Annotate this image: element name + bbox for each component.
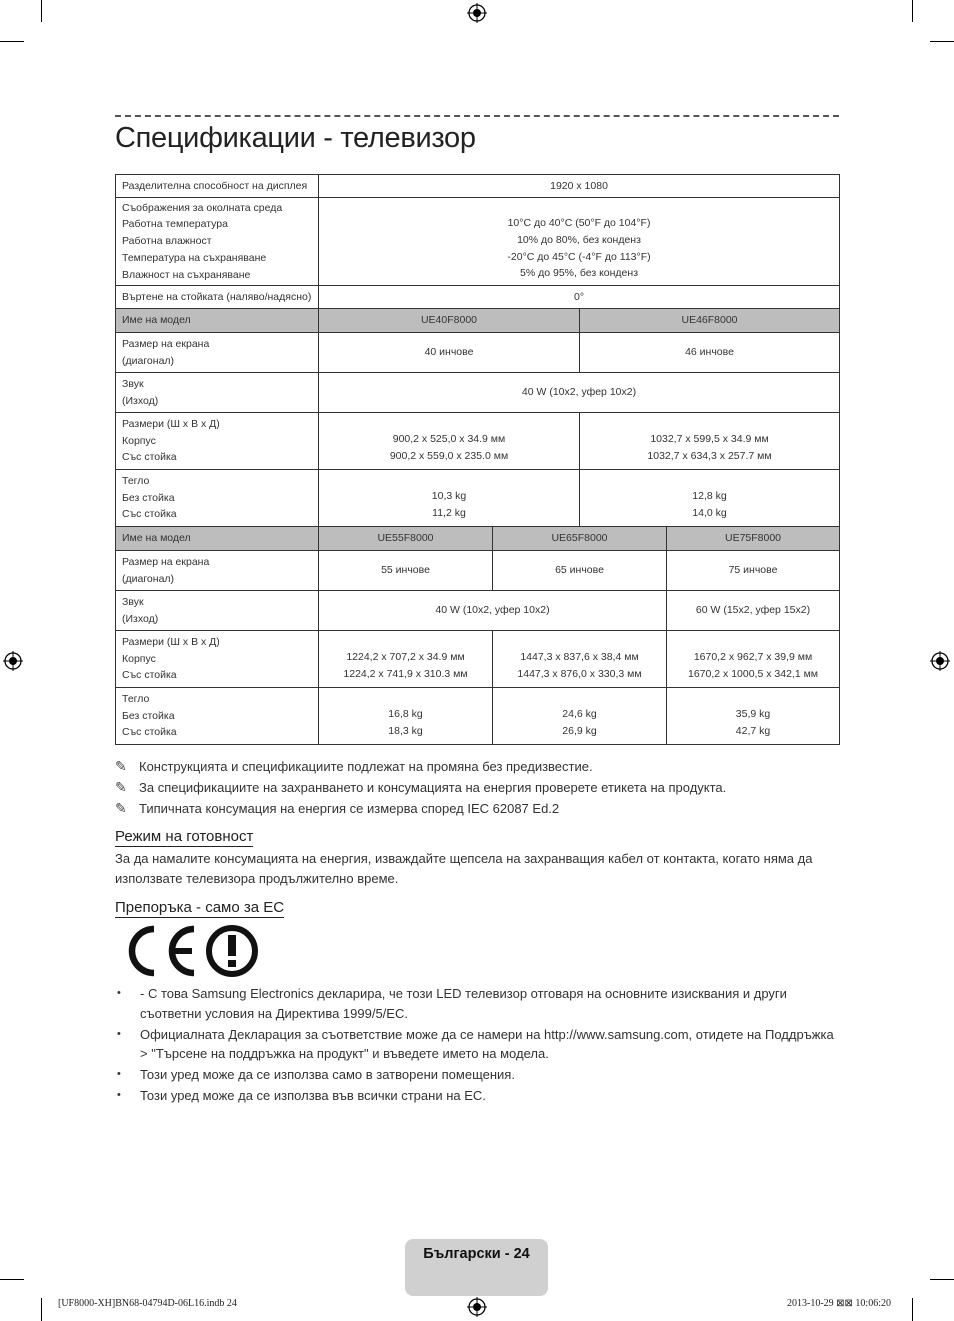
spec-label — [116, 631, 319, 688]
spec-value-line: 1920 x 1080 — [550, 179, 608, 192]
spec-row — [116, 175, 840, 198]
crop-mark — [930, 41, 954, 42]
spec-value-line: 60 W (15x2, уфер 15x2) — [695, 604, 811, 617]
bullet-item — [115, 1025, 835, 1064]
spec-value-line: -20°C до 45°C (-4°F до 113°F) — [507, 250, 651, 263]
footer-file-info: [UF8000-XH]BN68-04794D-06L16.indb 24 — [58, 1298, 237, 1309]
spec-value — [319, 373, 840, 413]
standby-text: За да намалите консумацията на енергия, изваждайте щепсела на захранващия кабел от контакта, когато няма да използвате телевизора продължително време. — [115, 851, 813, 886]
spec-label — [116, 333, 319, 373]
spec-value — [493, 527, 667, 551]
alert-circle-icon — [205, 924, 259, 978]
registration-mark-icon — [467, 1297, 487, 1317]
spec-value-line: 1032,7 x 599,5 x 34.9 мм — [650, 433, 769, 446]
spec-label-line: Със стойка — [122, 726, 177, 739]
spec-label-line: (Изход) — [122, 612, 159, 625]
page-number: Български - 24 — [423, 1246, 530, 1262]
spec-value-line: UE65F8000 — [551, 532, 608, 545]
bullet-item — [115, 984, 835, 1023]
spec-label — [116, 198, 319, 286]
pencil-note-icon: ✎ — [115, 800, 127, 816]
spec-label — [116, 551, 319, 591]
spec-label-line: Звук — [122, 377, 144, 390]
pencil-note-icon: ✎ — [115, 758, 127, 774]
registration-mark-icon — [467, 3, 487, 23]
crop-mark — [0, 1279, 24, 1280]
bullet-text: - С това Samsung Electronics декларира, че този LED телевизор отговаря на основните изисквания и други съответни условия на Директива 1999/5/ЕС. — [140, 986, 787, 1021]
spec-value — [580, 413, 840, 470]
spec-row — [116, 373, 840, 413]
spec-label-line: Тегло — [122, 474, 150, 487]
spec-value — [319, 175, 840, 198]
spec-label-line: Работна температура — [122, 218, 228, 231]
note-item — [115, 777, 855, 798]
spec-label-line: (Изход) — [122, 394, 159, 407]
spec-value-line: 75 инчове — [728, 564, 778, 577]
spec-value-line: 1670,2 x 1000,5 x 342,1 мм — [688, 668, 819, 680]
spec-value-line: 24,6 kg — [562, 708, 597, 721]
spec-row — [116, 470, 840, 527]
spec-value — [580, 333, 840, 373]
registration-mark-icon — [930, 651, 950, 671]
spec-value-line: 1447,3 x 876,0 x 330,3 мм — [517, 668, 642, 680]
bullet-text: Този уред може да се използва само в затворени помещения. — [140, 1067, 515, 1082]
spec-value-line: 900,2 x 559,0 x 235.0 мм — [389, 450, 509, 462]
spec-value-line: 5% до 95%, без конденз — [520, 267, 639, 280]
spec-value-line: 0° — [573, 290, 585, 303]
note-text: За спецификациите на захранването и консумацията на енергия проверете етикета на продукта. — [139, 780, 727, 795]
spec-label-line: Разделителна способност на дисплея — [122, 179, 308, 192]
spec-label-line: Със стойка — [122, 669, 177, 682]
spec-value-line: 12,8 kg — [692, 490, 727, 503]
spec-value — [319, 688, 493, 745]
spec-row — [116, 551, 840, 591]
spec-value-line: 18,3 kg — [388, 725, 423, 737]
spec-value — [667, 527, 840, 551]
spec-value — [667, 631, 840, 688]
spec-label — [116, 591, 319, 631]
note-item — [115, 756, 855, 777]
bullet-dot-icon: • — [117, 1068, 121, 1080]
spec-label-line: Без стойка — [122, 709, 175, 722]
spec-value — [319, 413, 580, 470]
spec-value — [580, 470, 840, 527]
spec-value — [667, 551, 840, 591]
spec-label-line: (диагонал) — [122, 354, 175, 367]
spec-label-line: Работна влажност — [122, 235, 212, 248]
bullet-text: Официалната Декларация за съответствие може да се намери на http://www.samsung.com, отидете на Поддръжка > "Търсене на поддръжка на продукт" и въведете името на модела. — [140, 1026, 834, 1061]
ce-mark-icon — [115, 924, 205, 978]
spec-value — [319, 551, 493, 591]
spec-row — [116, 286, 840, 309]
spec-label-line: Температура на съхраняване — [122, 251, 267, 264]
spec-label-line: Със стойка — [122, 451, 177, 464]
spec-value-line: 10°C до 40°C (50°F до 104°F) — [507, 216, 651, 229]
spec-value-line: 55 инчове — [381, 564, 430, 577]
spec-value — [319, 309, 580, 333]
spec-row — [116, 333, 840, 373]
pencil-note-icon: ✎ — [115, 779, 127, 795]
spec-label-line: Корпус — [122, 434, 156, 447]
spec-label-line: Име на модел — [122, 314, 191, 327]
spec-label-line: Звук — [122, 595, 144, 608]
spec-value — [493, 551, 667, 591]
spec-value-line: 40 W (10x2, уфер 10x2) — [435, 604, 550, 617]
crop-mark — [41, 0, 42, 22]
spec-label — [116, 527, 319, 551]
model-header-row — [116, 527, 840, 551]
spec-value-line: 11,2 kg — [432, 507, 466, 519]
spec-value — [319, 286, 840, 309]
crop-mark — [930, 1279, 954, 1280]
spec-value-line: 46 инчове — [685, 346, 734, 359]
standby-heading: Режим на готовност — [115, 828, 254, 845]
spec-label-line: (диагонал) — [122, 572, 175, 585]
bullet-dot-icon: • — [117, 1089, 121, 1101]
spec-value-line: 1032,7 x 634,3 x 257.7 мм — [647, 450, 772, 462]
spec-label — [116, 470, 319, 527]
spec-value-line: 1224,2 x 707,2 x 34.9 мм — [346, 651, 465, 664]
spec-value — [319, 527, 493, 551]
notes-list — [115, 756, 855, 819]
bullet-text: Този уред може да се използва във всички страни на ЕС. — [140, 1088, 486, 1103]
page-title: Спецификации - телевизор — [115, 122, 476, 154]
spec-row — [116, 413, 840, 470]
spec-value-line: 14,0 kg — [692, 507, 727, 519]
spec-label-line: Със стойка — [122, 508, 177, 521]
note-text: Типичната консумация на енергия се измерва според IEC 62087 Ed.2 — [139, 801, 560, 816]
spec-value — [667, 688, 840, 745]
spec-value — [493, 631, 667, 688]
model-header-row — [116, 309, 840, 333]
compliance-marks — [115, 924, 259, 978]
bullet-item — [115, 1086, 835, 1106]
spec-value-line: 10% до 80%, без конденз — [517, 233, 641, 246]
spec-label-line: Съображения за околната среда — [122, 201, 283, 214]
bullet-dot-icon: • — [117, 1027, 121, 1040]
spec-value — [667, 591, 840, 631]
spec-value — [319, 198, 840, 286]
spec-value-line: UE40F8000 — [420, 314, 478, 327]
spec-value-line: 1670,2 x 962,7 x 39,9 мм — [693, 651, 813, 664]
note-text: Конструкцията и спецификациите подлежат на промяна без предизвестие. — [139, 759, 593, 774]
spec-value-line: 26,9 kg — [562, 725, 597, 737]
spec-value-line: UE75F8000 — [724, 532, 782, 545]
spec-value — [319, 631, 493, 688]
spec-value-line: 40 W (10x2, уфер 10x2) — [521, 386, 637, 399]
spec-value — [319, 333, 580, 373]
footer-timestamp: 2013-10-29 ⊠⊠ 10:06:20 — [787, 1298, 891, 1309]
spec-label — [116, 413, 319, 470]
spec-value-line: 900,2 x 525,0 x 34.9 мм — [392, 433, 506, 446]
title-rule — [115, 115, 839, 117]
spec-label — [116, 286, 319, 309]
spec-table — [115, 174, 840, 745]
spec-value-line: 40 инчове — [424, 346, 474, 359]
spec-label-line: Влажност на съхраняване — [122, 268, 251, 281]
spec-row — [116, 631, 840, 688]
spec-value-line: 1224,2 x 741,9 x 310.3 мм — [343, 668, 468, 680]
spec-label-line: Тегло — [122, 692, 150, 705]
spec-row — [116, 688, 840, 745]
spec-row — [116, 198, 840, 286]
spec-value-line: 42,7 kg — [735, 725, 771, 737]
spec-value — [580, 309, 840, 333]
crop-mark — [912, 1298, 913, 1321]
spec-label-line: Размер на екрана — [122, 337, 210, 350]
spec-label — [116, 175, 319, 198]
spec-value-line: UE55F8000 — [377, 532, 434, 545]
registration-mark-icon — [3, 651, 23, 671]
spec-value — [319, 470, 580, 527]
spec-value-line: UE46F8000 — [681, 314, 738, 327]
spec-label-line: Въртене на стойката (наляво/надясно) — [122, 290, 312, 303]
spec-label-line: Корпус — [122, 652, 156, 665]
bullet-dot-icon: • — [117, 987, 121, 999]
spec-value-line: 65 инчове — [555, 564, 604, 577]
spec-label — [116, 309, 319, 333]
spec-value — [493, 688, 667, 745]
spec-value — [319, 591, 667, 631]
spec-value-line: 1447,3 x 837,6 x 38,4 мм — [520, 651, 639, 664]
eu-bullet-list — [115, 984, 835, 1107]
spec-value-line: 16,8 kg — [388, 708, 423, 721]
bullet-item — [115, 1065, 835, 1085]
crop-mark — [0, 41, 24, 42]
page-badge — [405, 1239, 548, 1296]
spec-row — [116, 591, 840, 631]
note-item — [115, 798, 855, 819]
spec-label-line: Размер на екрана — [122, 555, 210, 568]
spec-label-line: Без стойка — [122, 491, 175, 504]
crop-mark — [41, 1298, 42, 1321]
spec-value-line: 35,9 kg — [735, 708, 771, 721]
eu-heading: Препоръка - само за ЕС — [115, 899, 285, 916]
spec-label — [116, 688, 319, 745]
spec-label-line: Име на модел — [122, 532, 191, 545]
crop-mark — [912, 0, 913, 22]
spec-label — [116, 373, 319, 413]
spec-value-line: 10,3 kg — [431, 490, 467, 503]
spec-label-line: Размери (Ш x В x Д) — [122, 417, 220, 430]
spec-label-line: Размери (Ш x В x Д) — [122, 635, 220, 648]
